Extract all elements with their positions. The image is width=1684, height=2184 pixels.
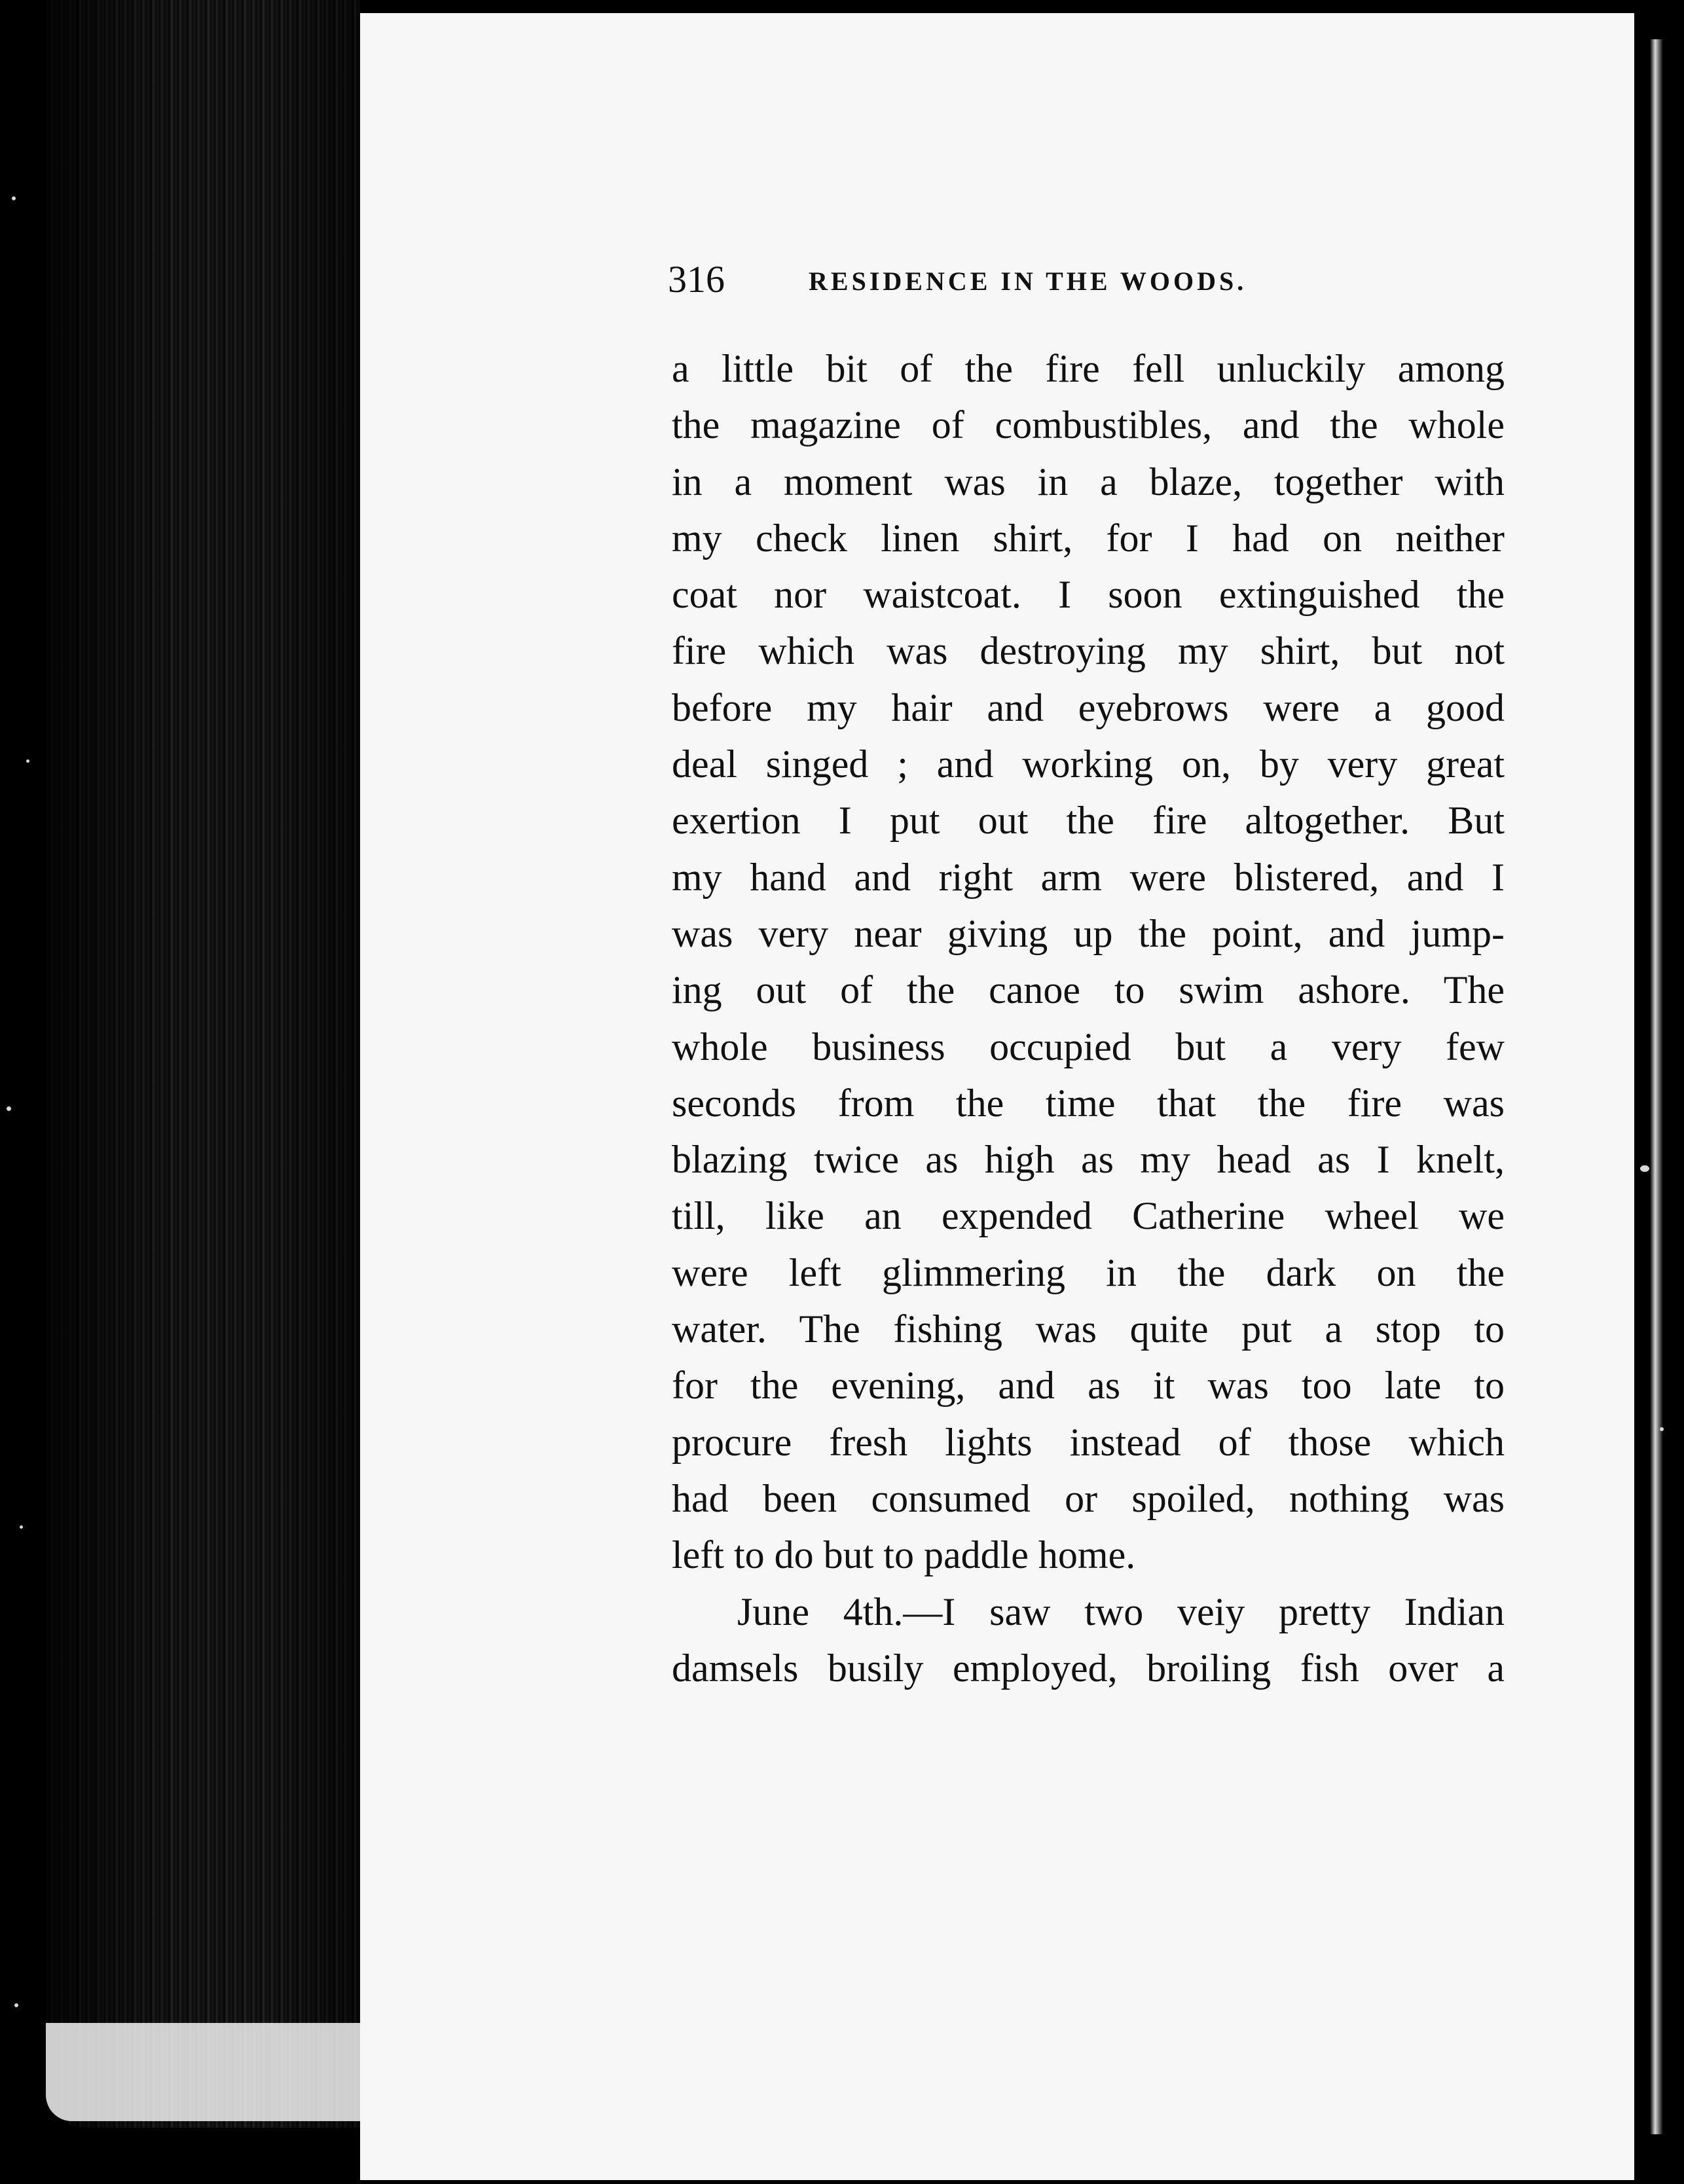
text-line: blazing twice as high as my head as I knelt, xyxy=(672,1138,1505,1182)
text-line: fire which was destroying my shirt, but not xyxy=(672,629,1505,673)
dust-speck xyxy=(7,1106,11,1111)
page-header xyxy=(668,257,1355,302)
text-line: deal singed ; and working on, by very great xyxy=(672,742,1505,786)
text-line-paragraph-end: left to do but to paddle home. xyxy=(672,1533,1136,1577)
body-text xyxy=(672,340,1505,1696)
right-page-edge xyxy=(1650,39,1663,2134)
text-line: exertion I put out the fire altogether. But xyxy=(672,799,1505,843)
text-line: a little bit of the fire fell unluckily among xyxy=(672,347,1505,390)
text-line: before my hair and eyebrows were a good xyxy=(672,685,1505,729)
text-line: had been consumed or spoiled, nothing was xyxy=(672,1476,1505,1520)
dust-speck xyxy=(14,2003,18,2007)
dust-speck xyxy=(26,759,29,763)
page-corner-sliver xyxy=(46,2023,373,2121)
text-line: my hand and right arm were blistered, and I xyxy=(672,855,1505,899)
text-line: procure fresh lights instead of those which xyxy=(672,1420,1505,1464)
text-line: coat nor waistcoat. I soon extinguished the xyxy=(672,573,1505,617)
running-head: RESIDENCE IN THE WOODS. xyxy=(809,266,1247,296)
dust-speck xyxy=(20,1525,23,1529)
page-number: 316 xyxy=(668,258,725,300)
text-line: till, like an expended Catherine wheel we xyxy=(672,1194,1505,1238)
text-line: water. The fishing was quite put a stop to xyxy=(672,1307,1505,1351)
text-line: damsels busily employed, broiling fish over a xyxy=(672,1646,1505,1690)
text-line: whole business occupied but a very few xyxy=(672,1025,1505,1068)
text-line: in a moment was in a blaze, together with xyxy=(672,460,1505,503)
text-line: my check linen shirt, for I had on neither xyxy=(672,516,1505,560)
fore-edge-shading xyxy=(46,0,360,2128)
text-line-paragraph-start: June 4th.—I saw two veiy pretty Indian xyxy=(737,1590,1505,1633)
text-line: ing out of the canoe to swim ashore. The xyxy=(672,968,1505,1012)
text-line: the magazine of combustibles, and the whole xyxy=(672,403,1505,447)
dust-speck xyxy=(12,196,16,200)
text-line: were left glimmering in the dark on the xyxy=(672,1250,1505,1294)
text-line: was very near giving up the point, and jump- xyxy=(672,911,1505,955)
dust-speck xyxy=(1660,1427,1664,1431)
text-line: seconds from the time that the fire was xyxy=(672,1081,1505,1125)
dust-speck xyxy=(1640,1165,1649,1172)
text-line: for the evening, and as it was too late to xyxy=(672,1364,1505,1408)
